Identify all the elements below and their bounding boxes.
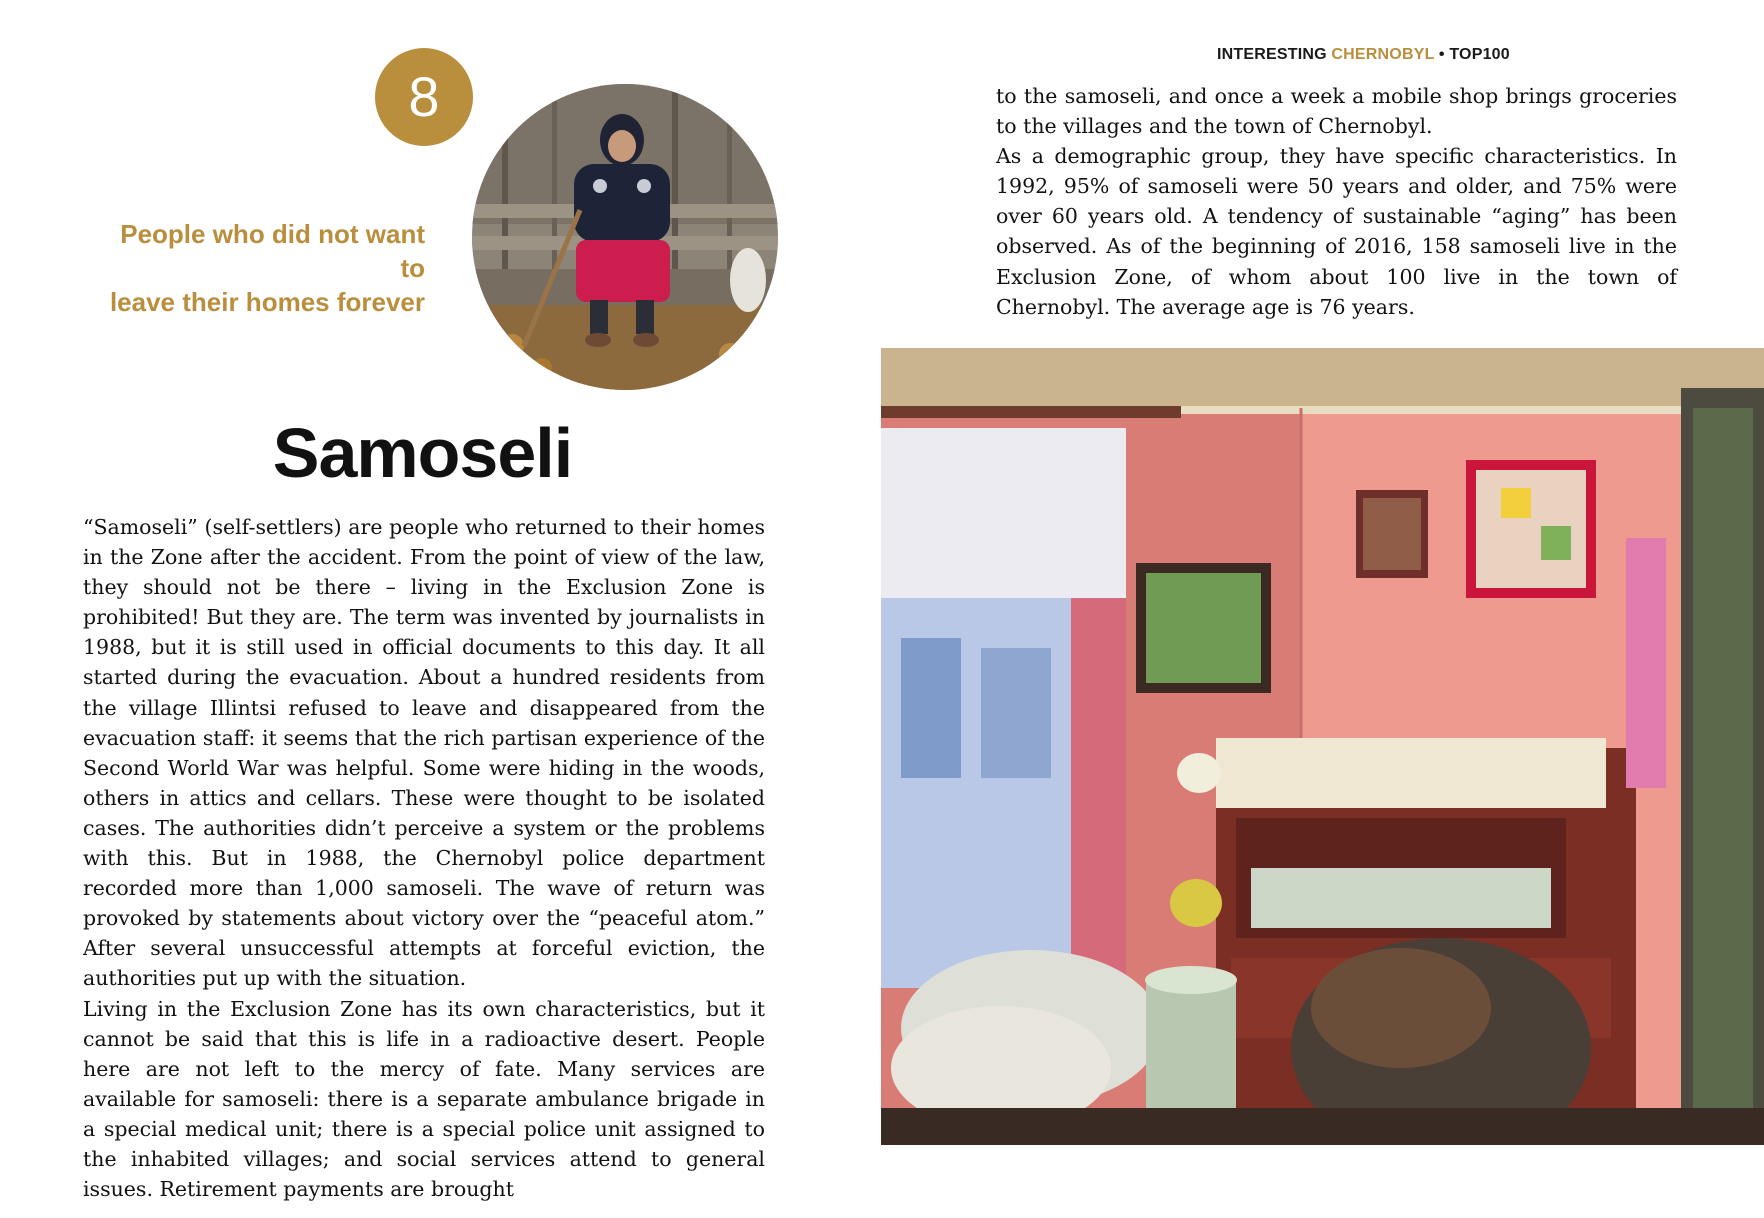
room-interior-photo-icon [881,348,1764,1145]
left-body-column [83,512,765,1204]
room-interior-photo [881,348,1764,1145]
elderly-woman-portrait-icon [472,84,778,390]
tagline-line-1: People who did not want to [120,219,425,283]
right-paragraph-1: to the samoseli, and once a week a mobile shop brings groceries to the villages and the town of Chernobyl. [996,84,1677,139]
article-title: Samoseli [272,414,573,492]
left-paragraph-2: Living in the Exclusion Zone has its own characteristics, but it cannot be said that this is life in a radioactive desert. People here are not left to the mercy of fate. Many services are available for samoseli: there is a separate ambulance brigade in a special medical unit; there is a special police unit assigned to the inhabited villages; and social services attend to general issues. Retirement payments are brought [83,996,765,1202]
left-paragraph-1: “Samoseli” (self-settlers) are people who returned to their homes in the Zone after the accident. From the point of view of the law, they should not be there – living in the Exclusion Zone is prohibited! But they are. The term was invented by journalists in 1988, but it is still used in official documents to this day. It all started during the evacuation. About a hundred residents from the village Illintsi refused to leave and disappeared from the evacuation staff: it seems that the rich partisan experience of the Second World War was helpful. Some were hiding in the woods, others in attics and cellars. These were thought to be isolated cases. The authorities didn’t perceive a system or the problems with this. But in 1988, the Chernobyl police department recorded more than 1,000 samoseli. The wave of return was provoked by statements about victory over the “peaceful atom.” After several unsuccessful attempts at forceful eviction, the authorities put up with the situation. [83,515,765,991]
header-prefix: INTERESTING [1217,46,1332,63]
right-body-column [996,81,1677,322]
right-paragraph-2: As a demographic group, they have specific characteristics. In 1992, 95% of samoseli were 50 years and older, and 75% were over 60 years old. A tendency of sustainable “aging” has been observed. As of the beginning of 2016, 158 samoseli live in the Exclusion Zone, of whom about 100 live in the town of Chernobyl. The average age is 76 years. [996,144,1677,319]
chapter-tagline [90,217,425,319]
header-suffix: • TOP100 [1434,46,1510,63]
chapter-number-badge: 8 [375,48,473,146]
tagline-line-2: leave their homes forever [109,287,425,317]
running-header [1217,46,1510,64]
portrait-photo [472,84,778,390]
header-accent: CHERNOBYL [1331,46,1435,63]
